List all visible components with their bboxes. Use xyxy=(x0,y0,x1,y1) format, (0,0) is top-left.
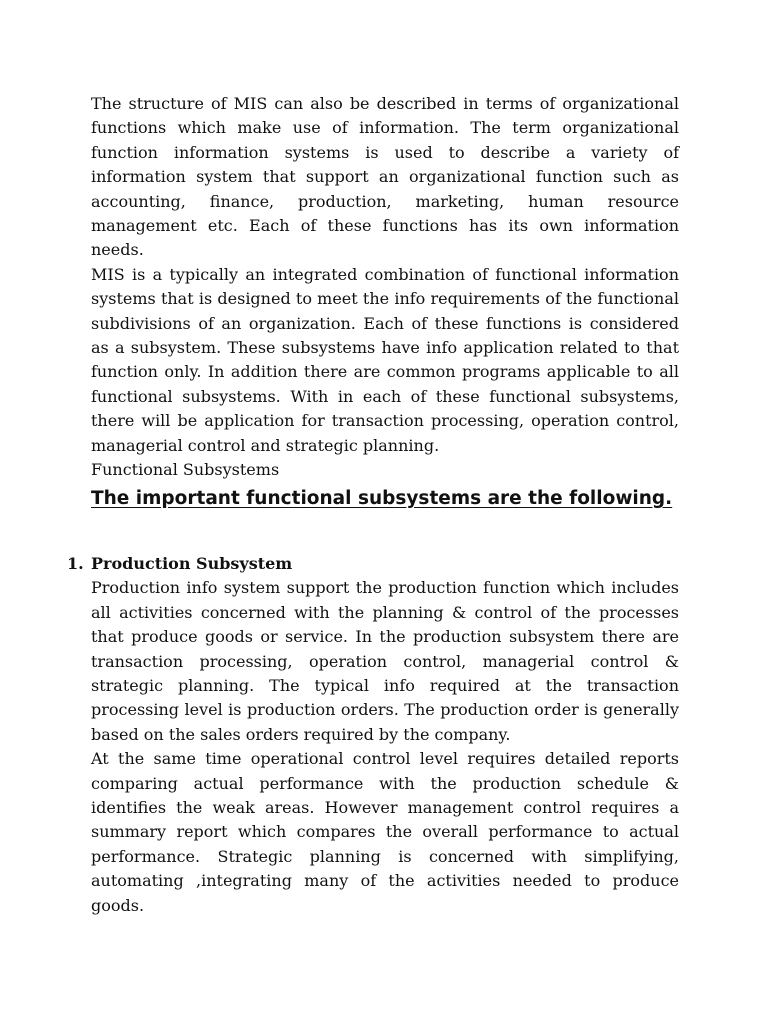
section-title-row xyxy=(67,552,679,576)
production-paragraph-2: At the same time operational control level requires detailed reports comparing actual performance with the production schedule & identifies the weak areas. However management control requires a summary report which compares the overall performance to actual performance. Strategic planning is concerned with simplifying, automating ,integrating many of the activities needed to produce goods. xyxy=(91,749,679,915)
intro-paragraph-1: The structure of MIS can also be described in terms of organizational functions which make use of information. The term organizational function information systems is used to describe a variety of information system that support an organizational function such as accounting, finance, production, marketing, human resource management etc. Each of these functions has its own information needs. xyxy=(91,94,679,260)
intro-paragraph-2: MIS is a typically an integrated combination of functional information systems that is designed to meet the info requirements of the functional subdivisions of an organization. Each of these functions is considered as a subsystem. These subsystems have info application related to that function only. In addition there are common programs applicable to all functional subsystems. With in each of these functional subsystems, there will be application for transaction processing, operation control, managerial control and strategic planning. xyxy=(91,264,679,455)
section-heading: The important functional subsystems are the following. xyxy=(91,488,673,509)
production-paragraph-1: Production info system support the production function which includes all activities concerned with the planning & control of the processes that produce goods or service. In the production subsystem there are transaction processing, operation control, managerial control & strategic planning. The typical info required at the transaction processing level is production orders. The production order is generally based on the sales orders required by the company. xyxy=(91,578,679,744)
production-subsystem-section xyxy=(67,552,679,918)
heading-block xyxy=(91,485,672,513)
functional-subsystems-label: Functional Subsystems xyxy=(91,460,280,480)
intro-text-block xyxy=(91,92,679,483)
list-number: 1. xyxy=(67,554,84,573)
section-title: Production Subsystem xyxy=(91,554,293,573)
